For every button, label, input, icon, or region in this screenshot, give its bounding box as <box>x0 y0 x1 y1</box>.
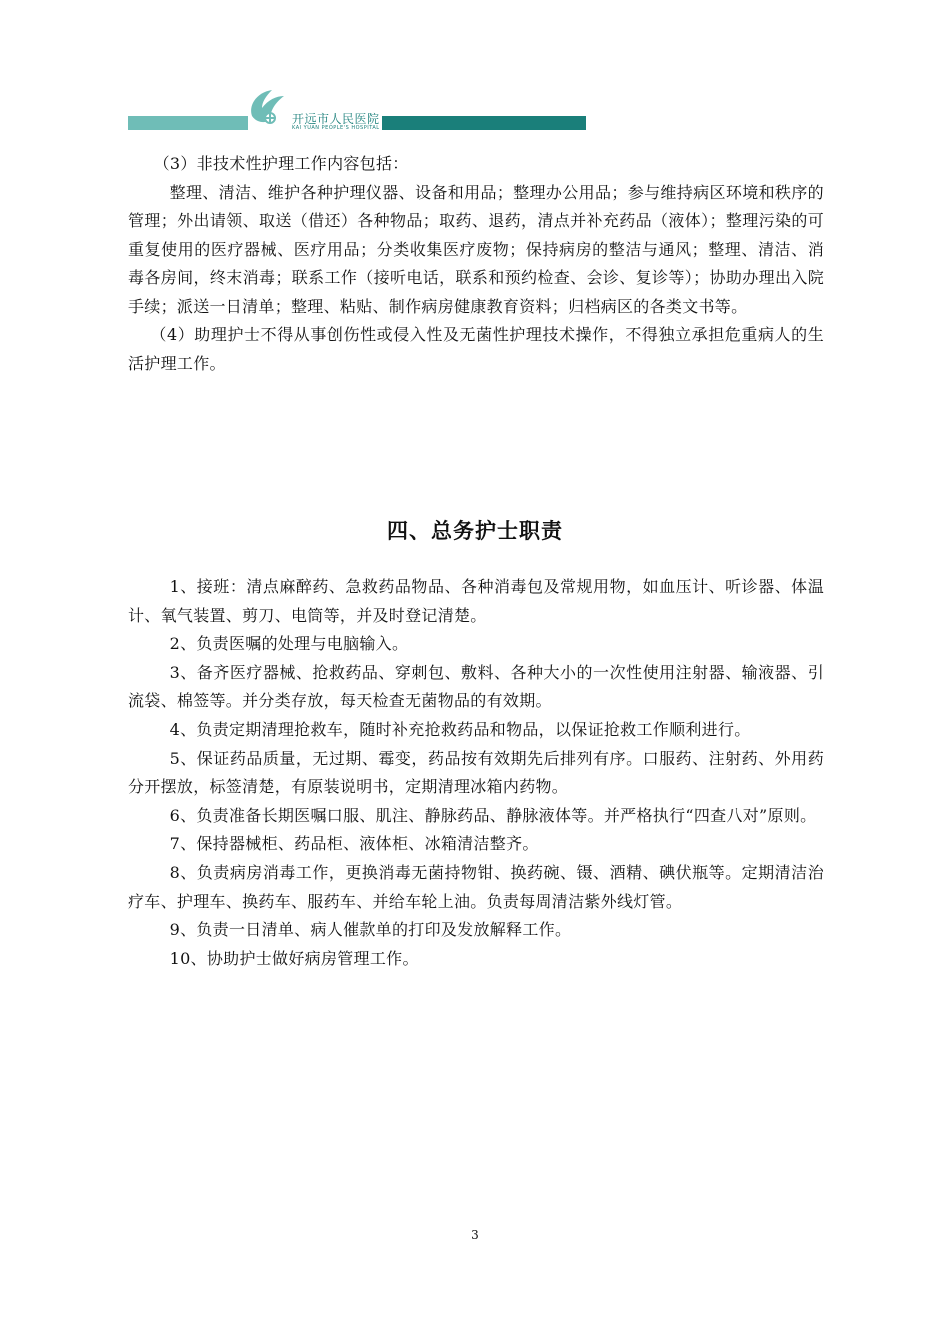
hospital-name: 开远市人民医院 <box>292 112 380 126</box>
list-item: 1、接班：清点麻醉药、急救药品物品、各种消毒包及常规用物，如血压计、听诊器、体温计、氧气装置、剪刀、电筒等，并及时登记清楚。 <box>128 577 824 625</box>
paragraph-nontech-content: 整理、清洁、维护各种护理仪器、设备和用品；整理办公用品；参与维持病区环境和秩序的管理；外出请领、取送（借还）各种物品；取药、退药，清点并补充药品（液体）；整理污染的可重复使用的医疗器械、医疗用品；分类收集医疗废物；保持病房的整洁与通风；整理、清洁、消毒各房间，终末消毒；联系工作（接听电话，联系和预约检查、会诊、复诊等）；协助办理出入院手续；派送一日清单；整理、粘贴、制作病房健康教育资料；归档病区的各类文书等。 <box>128 182 824 316</box>
paragraph-nontech-heading: （3）非技术性护理工作内容包括： <box>153 154 409 173</box>
section-4-list <box>128 573 824 973</box>
section-3-body <box>128 150 824 378</box>
header-band-right <box>382 116 586 130</box>
list-item: 6、负责准备长期医嘱口服、肌注、静脉药品、静脉液体等。并严格执行“四查八对”原则。 <box>169 805 817 825</box>
hospital-logo-icon <box>246 86 288 130</box>
list-item: 3、备齐医疗器械、抢救药品、穿刺包、敷料、各种大小的一次性使用注射器、输液器、引流袋、棉签等。并分类存放，每天检查无菌物品的有效期。 <box>128 662 824 711</box>
section-title: 四、总务护士职责 <box>387 519 563 543</box>
page-number: 3 <box>471 1228 479 1242</box>
list-item: 2、负责医嘱的处理与电脑输入。 <box>169 634 409 654</box>
list-item: 8、负责病房消毒工作，更换消毒无菌持物钳、换药碗、镊、酒精、碘伏瓶等。定期清洁治疗车、护理车、换药车、服药车、并给车轮上油。负责每周清洁紫外线灯管。 <box>128 862 824 911</box>
header-band-left <box>128 116 248 130</box>
list-item: 5、保证药品质量，无过期、霉变，药品按有效期先后排列有序。口服药、注射药、外用药分开摆放，标签清楚，有原装说明书，定期清理冰箱内药物。 <box>128 748 824 797</box>
list-item: 10、协助护士做好病房管理工作。 <box>169 948 419 968</box>
list-item: 9、负责一日清单、病人催款单的打印及发放解释工作。 <box>169 920 572 940</box>
page-header <box>128 84 586 134</box>
list-item: 4、负责定期清理抢救车，随时补充抢救药品和物品，以保证抢救工作顺利进行。 <box>169 719 751 739</box>
list-item: 7、保持器械柜、药品柜、液体柜、冰箱清洁整齐。 <box>169 834 539 854</box>
hospital-name-en: KAI YUAN PEOPLE'S HOSPITAL <box>292 125 380 131</box>
paragraph-assistant-restriction: （4）助理护士不得从事创伤性或侵入性及无菌性护理技术操作，不得独立承担危重病人的生活护理工作。 <box>128 325 824 373</box>
